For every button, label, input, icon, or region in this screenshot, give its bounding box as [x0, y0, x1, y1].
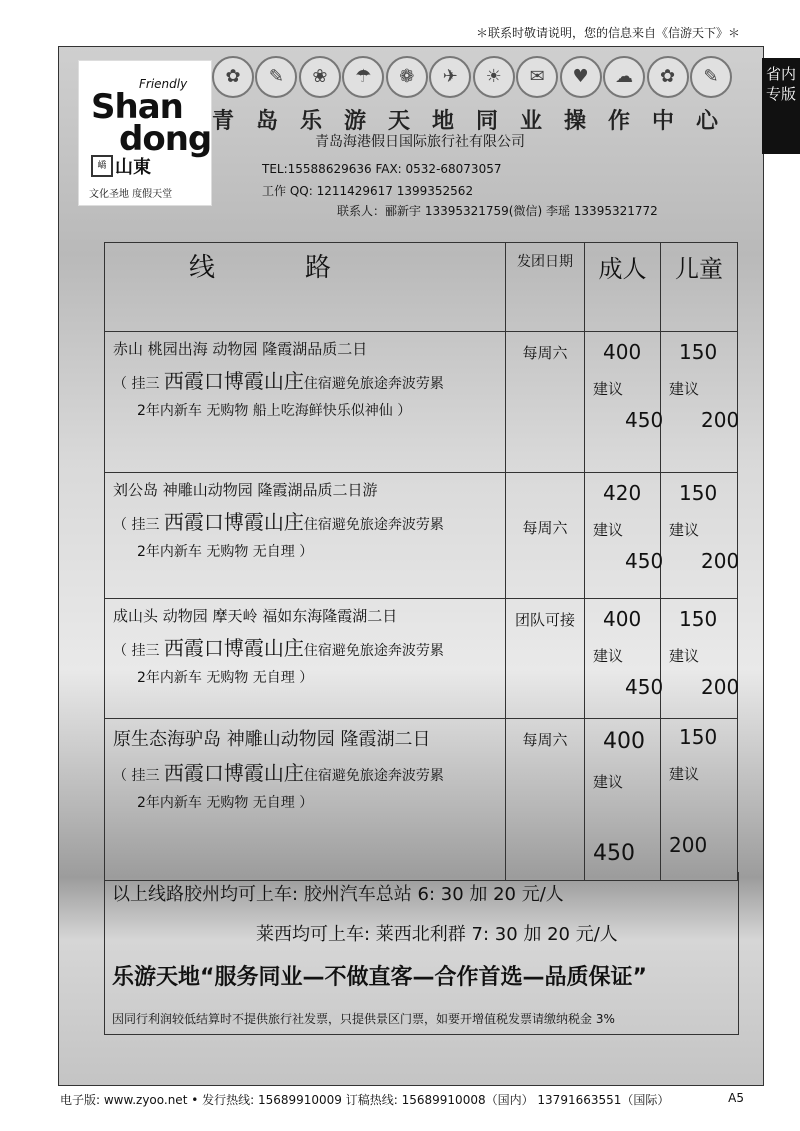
route-cell — [105, 473, 506, 599]
logo-dong: dong — [119, 119, 212, 159]
source-note: ＊联系时敬请说明，您的信息来自《信游天下》＊ — [475, 26, 740, 40]
ice-cream-icon: ❀ — [299, 56, 341, 98]
logo-seal: 嶠 — [91, 155, 113, 177]
edition-tab: 省内专版 — [762, 58, 800, 154]
gift-icon: ✉ — [516, 56, 558, 98]
flower-icon: ❁ — [386, 56, 428, 98]
header-child: 儿童 — [661, 243, 738, 332]
pencil-icon: ✎ — [690, 56, 732, 98]
decorative-icon-row — [212, 56, 732, 96]
route-cell — [105, 599, 506, 719]
adult-price: 400 建议 450 — [585, 599, 661, 719]
rainbow-icon: ☂ — [342, 56, 384, 98]
rabbit-icon: ✿ — [212, 56, 254, 98]
service-slogan: 乐游天地“服务同业—不做直客—合作首选—品质保证” — [112, 965, 647, 990]
rabbit-icon: ✿ — [647, 56, 689, 98]
heart-icon: ♥ — [560, 56, 602, 98]
adult-price: 400 建议 450 — [585, 719, 661, 881]
route-extra: 2年内新车 无购物 无自理 ） — [137, 795, 314, 811]
adult-price: 400 建议 450 — [585, 332, 661, 473]
route-note: （ 挂三 西霞口博霞山庄住宿避免旅途奔波劳累 — [113, 636, 444, 660]
route-extra: 2年内新车 无购物 无自理 ） — [137, 670, 314, 686]
header-route: 线路 — [105, 243, 506, 332]
logo-slogan: 文化圣地 度假天堂 — [89, 189, 173, 200]
logo-shan: Shan — [91, 87, 183, 127]
header-adult: 成人 — [585, 243, 661, 332]
child-price: 150 建议 200 — [661, 473, 738, 599]
sun-icon: ☀ — [473, 56, 515, 98]
table-row — [105, 473, 738, 599]
departure-date: 每周六 — [506, 719, 585, 881]
route-note: （ 挂三 西霞口博霞山庄住宿避免旅途奔波劳累 — [113, 761, 444, 785]
logo-chinese: 山東 — [115, 157, 151, 178]
route-title: 刘公岛 神雕山动物园 隆霞湖品质二日游 — [113, 481, 378, 499]
header-date: 发团日期 — [506, 243, 585, 332]
child-price: 150 建议 200 — [661, 332, 738, 473]
adult-price: 420 建议 450 — [585, 473, 661, 599]
departure-date: 每周六 — [506, 473, 585, 599]
child-price: 150 建议 200 — [661, 719, 738, 881]
table-row — [105, 599, 738, 719]
shandong-logo — [78, 60, 212, 206]
route-title: 原生态海驴岛 神雕山动物园 隆霞湖二日 — [113, 729, 431, 750]
banner-title: 青岛乐游天地同业操作中心 — [212, 109, 741, 134]
departure-date: 团队可接 — [506, 599, 585, 719]
contact-phone-fax: TEL:15588629636 FAX: 0532-68073057 — [262, 162, 502, 176]
bird-icon: ✈ — [429, 56, 471, 98]
table-row — [105, 719, 738, 881]
pencil-icon: ✎ — [255, 56, 297, 98]
contact-qq: 工作 QQ: 1211429617 1399352562 — [262, 184, 474, 198]
route-extra: 2年内新车 无购物 无自理 ） — [137, 544, 314, 560]
logo-friendly: Friendly — [139, 77, 188, 91]
route-cell — [105, 719, 506, 881]
page-number: A5 — [728, 1091, 744, 1105]
route-note: （ 挂三 西霞口博霞山庄住宿避免旅途奔波劳累 — [113, 369, 444, 393]
route-extra: 2年内新车 无购物 船上吃海鲜快乐似神仙 ） — [137, 403, 412, 419]
table-row — [105, 332, 738, 473]
pickup-jiaozhou: 以上线路胶州均可上车: 胶州汽车总站 6: 30 加 20 元/人 — [112, 884, 564, 905]
child-price: 150 建议 200 — [661, 599, 738, 719]
route-title: 赤山 桃园出海 动物园 隆霞湖品质二日 — [113, 340, 368, 358]
departure-date: 每周六 — [506, 332, 585, 473]
route-note: （ 挂三 西霞口博霞山庄住宿避免旅途奔波劳累 — [113, 510, 444, 534]
route-table — [104, 242, 738, 881]
pickup-laixi: 莱西均可上车: 莱西北利群 7: 30 加 20 元/人 — [256, 924, 618, 945]
cloud-icon: ☁ — [603, 56, 645, 98]
invoice-note: 因同行利润较低结算时不提供旅行社发票，只提供景区门票，如要开增值税发票请缴纳税金 3% — [112, 1012, 615, 1026]
route-cell — [105, 332, 506, 473]
route-title: 成山头 动物园 摩天岭 福如东海隆霞湖二日 — [113, 607, 398, 625]
footer-info: 电子版: www.zyoo.net • 发行热线: 15689910009 订稿热线: 15689910008（国内） 13791663551（国际） — [60, 1093, 670, 1107]
company-name: 青岛海港假日国际旅行社有限公司 — [315, 134, 525, 150]
table-header-row — [105, 243, 738, 332]
contact-persons: 联系人：郦新宇 13395321759(微信) 李瑶 13395321772 — [337, 204, 658, 218]
